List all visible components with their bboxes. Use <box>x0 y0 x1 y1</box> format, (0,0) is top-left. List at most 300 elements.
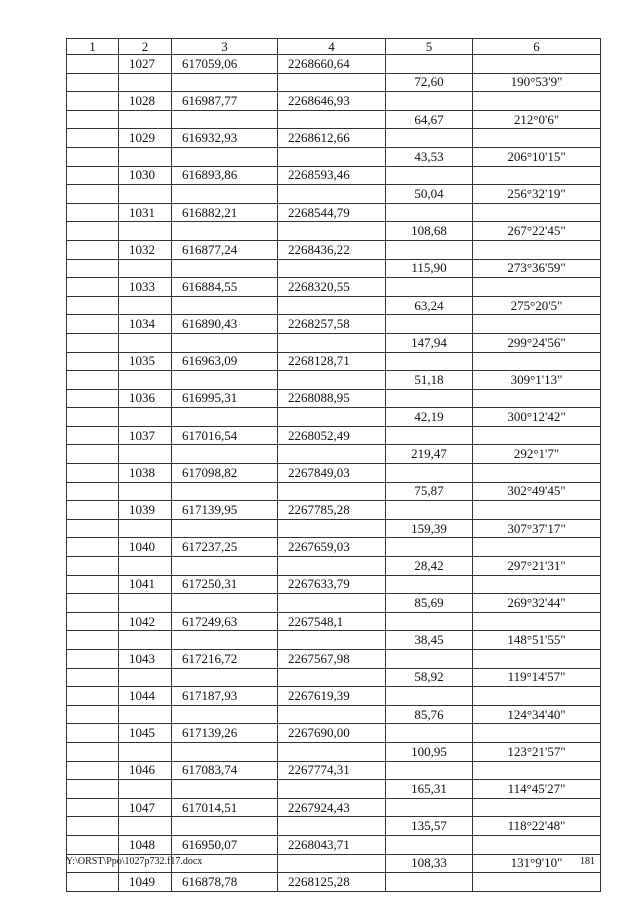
table-cell-col-3: 617098,82 <box>172 464 278 483</box>
table-cell-col-1 <box>67 278 119 297</box>
table-cell-col-4 <box>278 631 386 650</box>
table-cell-col-3: 617059,06 <box>172 55 278 74</box>
table-cell-col-3 <box>172 631 278 650</box>
table-cell-col-1 <box>67 333 119 352</box>
table-row <box>67 464 601 483</box>
footer-page-number: 181 <box>580 856 595 867</box>
table-cell-col-2 <box>119 742 172 761</box>
table-cell-col-1 <box>67 575 119 594</box>
table-cell-col-4: 2267774,31 <box>278 761 386 780</box>
table-cell-col-3: 616987,77 <box>172 92 278 111</box>
table-cell-col-1 <box>67 389 119 408</box>
table-cell-col-1 <box>67 315 119 334</box>
table-cell-col-5 <box>386 501 473 520</box>
table-cell-col-6: 267°22'45" <box>473 222 601 241</box>
table-row <box>67 259 601 278</box>
table-cell-col-2: 1046 <box>119 761 172 780</box>
table-row <box>67 166 601 185</box>
table-cell-col-5: 58,92 <box>386 668 473 687</box>
table-cell-col-4: 2268257,58 <box>278 315 386 334</box>
table-cell-col-2 <box>119 817 172 836</box>
table-cell-col-5: 108,33 <box>386 854 473 873</box>
table-cell-col-6 <box>473 240 601 259</box>
table-cell-col-5: 50,04 <box>386 185 473 204</box>
table-cell-col-4 <box>278 147 386 166</box>
table-cell-col-6: 114°45'27" <box>473 780 601 799</box>
table-row <box>67 612 601 631</box>
table-cell-col-6: 118°22'48" <box>473 817 601 836</box>
table-cell-col-4: 2268320,55 <box>278 278 386 297</box>
table-cell-col-5: 63,24 <box>386 296 473 315</box>
table-cell-col-2: 1048 <box>119 835 172 854</box>
table-cell-col-2: 1038 <box>119 464 172 483</box>
table-cell-col-5: 115,90 <box>386 259 473 278</box>
table-cell-col-5 <box>386 240 473 259</box>
table-cell-col-1 <box>67 222 119 241</box>
table-row <box>67 445 601 464</box>
table-cell-col-1 <box>67 482 119 501</box>
table-cell-col-6 <box>473 538 601 557</box>
table-cell-col-3 <box>172 222 278 241</box>
table-cell-col-6 <box>473 464 601 483</box>
table-cell-col-4 <box>278 482 386 501</box>
table-cell-col-6 <box>473 55 601 74</box>
table-cell-col-6 <box>473 798 601 817</box>
table-cell-col-3: 617237,25 <box>172 538 278 557</box>
table-cell-col-2: 1027 <box>119 55 172 74</box>
table-cell-col-4 <box>278 742 386 761</box>
table-cell-col-6 <box>473 278 601 297</box>
table-cell-col-1 <box>67 631 119 650</box>
table-cell-col-2: 1042 <box>119 612 172 631</box>
table-cell-col-6: 309°1'13" <box>473 371 601 390</box>
table-cell-col-3: 617250,31 <box>172 575 278 594</box>
table-cell-col-1 <box>67 166 119 185</box>
table-cell-col-2 <box>119 371 172 390</box>
table-cell-col-3 <box>172 147 278 166</box>
table-cell-col-6 <box>473 650 601 669</box>
table-cell-col-4: 2268612,66 <box>278 129 386 148</box>
table-cell-col-4 <box>278 705 386 724</box>
table-cell-col-5 <box>386 352 473 371</box>
table-cell-col-2: 1030 <box>119 166 172 185</box>
table-cell-col-3: 616884,55 <box>172 278 278 297</box>
table-cell-col-4 <box>278 854 386 873</box>
table-cell-col-5: 159,39 <box>386 519 473 538</box>
table-row <box>67 538 601 557</box>
table-cell-col-2 <box>119 296 172 315</box>
table-cell-col-4: 2267633,79 <box>278 575 386 594</box>
table-cell-col-6 <box>473 92 601 111</box>
table-cell-col-5: 43,53 <box>386 147 473 166</box>
table-cell-col-4: 2267690,00 <box>278 724 386 743</box>
table-cell-col-2 <box>119 705 172 724</box>
table-cell-col-5 <box>386 687 473 706</box>
table-cell-col-5: 51,18 <box>386 371 473 390</box>
table-cell-col-2 <box>119 408 172 427</box>
table-row <box>67 278 601 297</box>
table-cell-col-3: 617014,51 <box>172 798 278 817</box>
table-cell-col-5: 147,94 <box>386 333 473 352</box>
table-cell-col-1 <box>67 538 119 557</box>
table-cell-col-1 <box>67 110 119 129</box>
table-cell-col-2: 1031 <box>119 203 172 222</box>
table-cell-col-1 <box>67 835 119 854</box>
table-cell-col-4: 2267924,43 <box>278 798 386 817</box>
table-cell-col-3: 616878,78 <box>172 873 278 892</box>
table-cell-col-3 <box>172 594 278 613</box>
table-row <box>67 575 601 594</box>
table-cell-col-1 <box>67 650 119 669</box>
table-cell-col-3 <box>172 371 278 390</box>
table-row <box>67 110 601 129</box>
table-cell-col-5: 28,42 <box>386 557 473 576</box>
table-cell-col-5 <box>386 278 473 297</box>
table-cell-col-5: 85,69 <box>386 594 473 613</box>
table-cell-col-5 <box>386 315 473 334</box>
table-cell-col-4: 2268646,93 <box>278 92 386 111</box>
table-cell-col-2 <box>119 557 172 576</box>
table-cell-col-3 <box>172 110 278 129</box>
table-cell-col-6: 148°51'55" <box>473 631 601 650</box>
table-cell-col-1 <box>67 296 119 315</box>
table-cell-col-6: 269°32'44" <box>473 594 601 613</box>
table-cell-col-4: 2267849,03 <box>278 464 386 483</box>
table-cell-col-2: 1037 <box>119 426 172 445</box>
table-row <box>67 742 601 761</box>
table-cell-col-1 <box>67 724 119 743</box>
table-row <box>67 315 601 334</box>
table-cell-col-4: 2268128,71 <box>278 352 386 371</box>
table-cell-col-3: 617249,63 <box>172 612 278 631</box>
table-cell-col-2 <box>119 668 172 687</box>
table-cell-col-3: 617187,93 <box>172 687 278 706</box>
table-cell-col-6: 124°34'40" <box>473 705 601 724</box>
table-row <box>67 408 601 427</box>
table-cell-col-6: 131°9'10" <box>473 854 601 873</box>
table-cell-col-5 <box>386 575 473 594</box>
table-cell-col-4: 2268660,64 <box>278 55 386 74</box>
table-row <box>67 687 601 706</box>
table-cell-col-4: 2268088,95 <box>278 389 386 408</box>
table-cell-col-2 <box>119 222 172 241</box>
table-cell-col-3: 616950,07 <box>172 835 278 854</box>
table-cell-col-6: 212°0'6" <box>473 110 601 129</box>
table-cell-col-4 <box>278 185 386 204</box>
table-row <box>67 203 601 222</box>
table-cell-col-6: 256°32'19" <box>473 185 601 204</box>
table-cell-col-6 <box>473 873 601 892</box>
table-cell-col-5 <box>386 129 473 148</box>
table-cell-col-5: 135,57 <box>386 817 473 836</box>
table-cell-col-5 <box>386 798 473 817</box>
table-cell-col-3 <box>172 519 278 538</box>
table-cell-col-2 <box>119 631 172 650</box>
table-cell-col-2 <box>119 259 172 278</box>
table-cell-col-2: 1047 <box>119 798 172 817</box>
table-cell-col-1 <box>67 817 119 836</box>
table-cell-col-1 <box>67 240 119 259</box>
table-cell-col-4 <box>278 780 386 799</box>
coordinate-table <box>66 38 601 892</box>
table-cell-col-5 <box>386 426 473 445</box>
table-cell-col-1 <box>67 464 119 483</box>
table-cell-col-4: 2267619,39 <box>278 687 386 706</box>
table-cell-col-6 <box>473 835 601 854</box>
table-cell-col-1 <box>67 147 119 166</box>
table-cell-col-4 <box>278 333 386 352</box>
table-cell-col-1 <box>67 501 119 520</box>
table-cell-col-1 <box>67 519 119 538</box>
table-cell-col-5: 108,68 <box>386 222 473 241</box>
table-row <box>67 668 601 687</box>
table-row <box>67 519 601 538</box>
table-row <box>67 761 601 780</box>
table-cell-col-2 <box>119 519 172 538</box>
table-cell-col-6 <box>473 389 601 408</box>
table-cell-col-1 <box>67 259 119 278</box>
table-cell-col-4 <box>278 110 386 129</box>
table-cell-col-5: 85,76 <box>386 705 473 724</box>
table-cell-col-4 <box>278 296 386 315</box>
table-row <box>67 426 601 445</box>
table-cell-col-6: 275°20'5" <box>473 296 601 315</box>
table-cell-col-6 <box>473 129 601 148</box>
table-cell-col-4: 2267567,98 <box>278 650 386 669</box>
table-cell-col-6 <box>473 575 601 594</box>
table-cell-col-1 <box>67 55 119 74</box>
table-cell-col-2 <box>119 110 172 129</box>
coordinate-table-container <box>66 38 600 892</box>
table-row <box>67 296 601 315</box>
table-cell-col-4: 2268544,79 <box>278 203 386 222</box>
table-cell-col-6: 206°10'15" <box>473 147 601 166</box>
table-cell-col-6 <box>473 761 601 780</box>
table-row <box>67 817 601 836</box>
table-cell-col-3 <box>172 333 278 352</box>
table-cell-col-3 <box>172 817 278 836</box>
table-cell-col-3: 616882,21 <box>172 203 278 222</box>
table-cell-col-5 <box>386 761 473 780</box>
table-cell-col-5 <box>386 650 473 669</box>
table-cell-col-1 <box>67 873 119 892</box>
table-cell-col-1 <box>67 705 119 724</box>
table-cell-col-1 <box>67 129 119 148</box>
table-cell-col-4: 2268052,49 <box>278 426 386 445</box>
table-cell-col-4 <box>278 817 386 836</box>
table-cell-col-6: 302°49'45" <box>473 482 601 501</box>
table-cell-col-6: 307°37'17" <box>473 519 601 538</box>
table-cell-col-1 <box>67 668 119 687</box>
table-cell-col-3: 617083,74 <box>172 761 278 780</box>
table-cell-col-6: 190°53'9" <box>473 73 601 92</box>
table-cell-col-6 <box>473 315 601 334</box>
table-row <box>67 333 601 352</box>
table-cell-col-4 <box>278 557 386 576</box>
table-cell-col-3: 616932,93 <box>172 129 278 148</box>
table-row <box>67 482 601 501</box>
table-cell-col-2: 1034 <box>119 315 172 334</box>
table-cell-col-6: 299°24'56" <box>473 333 601 352</box>
table-cell-col-6 <box>473 687 601 706</box>
column-header-6: 6 <box>473 39 601 55</box>
table-cell-col-1 <box>67 742 119 761</box>
table-cell-col-2 <box>119 73 172 92</box>
table-cell-col-5 <box>386 464 473 483</box>
table-cell-col-2: 1049 <box>119 873 172 892</box>
table-cell-col-4: 2267659,03 <box>278 538 386 557</box>
table-cell-col-3: 617016,54 <box>172 426 278 445</box>
table-cell-col-6 <box>473 612 601 631</box>
table-cell-col-6 <box>473 426 601 445</box>
table-row <box>67 594 601 613</box>
table-cell-col-3 <box>172 185 278 204</box>
column-header-1: 1 <box>67 39 119 55</box>
table-row <box>67 650 601 669</box>
table-cell-col-2 <box>119 445 172 464</box>
table-cell-col-6: 297°21'31" <box>473 557 601 576</box>
table-cell-col-2: 1045 <box>119 724 172 743</box>
table-cell-col-3 <box>172 482 278 501</box>
column-header-3: 3 <box>172 39 278 55</box>
table-cell-col-6: 292°1'7" <box>473 445 601 464</box>
table-cell-col-3 <box>172 780 278 799</box>
table-cell-col-2: 1043 <box>119 650 172 669</box>
table-cell-col-1 <box>67 687 119 706</box>
table-cell-col-3 <box>172 259 278 278</box>
table-cell-col-6 <box>473 724 601 743</box>
table-body <box>67 55 601 892</box>
table-row <box>67 724 601 743</box>
table-cell-col-1 <box>67 798 119 817</box>
table-cell-col-3: 617139,95 <box>172 501 278 520</box>
table-cell-col-2 <box>119 185 172 204</box>
table-cell-col-5: 165,31 <box>386 780 473 799</box>
table-cell-col-1 <box>67 408 119 427</box>
table-cell-col-2: 1044 <box>119 687 172 706</box>
table-cell-col-1 <box>67 761 119 780</box>
table-cell-col-6 <box>473 501 601 520</box>
table-row <box>67 240 601 259</box>
column-header-4: 4 <box>278 39 386 55</box>
table-cell-col-5: 219,47 <box>386 445 473 464</box>
table-cell-col-3: 616963,09 <box>172 352 278 371</box>
table-row <box>67 92 601 111</box>
table-cell-col-1 <box>67 445 119 464</box>
table-cell-col-3: 617216,72 <box>172 650 278 669</box>
table-row <box>67 222 601 241</box>
table-cell-col-4 <box>278 594 386 613</box>
table-cell-col-2: 1035 <box>119 352 172 371</box>
table-cell-col-4: 2267785,28 <box>278 501 386 520</box>
table-cell-col-3 <box>172 742 278 761</box>
table-cell-col-5 <box>386 92 473 111</box>
table-cell-col-2: 1033 <box>119 278 172 297</box>
table-cell-col-5: 42,19 <box>386 408 473 427</box>
table-cell-col-5: 38,45 <box>386 631 473 650</box>
table-cell-col-1 <box>67 92 119 111</box>
table-cell-col-3: 616995,31 <box>172 389 278 408</box>
table-row <box>67 873 601 892</box>
table-cell-col-5 <box>386 203 473 222</box>
table-cell-col-3 <box>172 668 278 687</box>
table-cell-col-1 <box>67 185 119 204</box>
table-cell-col-1 <box>67 780 119 799</box>
table-cell-col-5 <box>386 538 473 557</box>
table-cell-col-3 <box>172 557 278 576</box>
table-cell-col-6 <box>473 203 601 222</box>
table-row <box>67 631 601 650</box>
table-cell-col-3: 616890,43 <box>172 315 278 334</box>
table-row <box>67 557 601 576</box>
table-cell-col-6: 273°36'59" <box>473 259 601 278</box>
table-cell-col-2 <box>119 147 172 166</box>
table-row <box>67 389 601 408</box>
table-row <box>67 55 601 74</box>
column-header-2: 2 <box>119 39 172 55</box>
table-cell-col-3 <box>172 296 278 315</box>
table-cell-col-4: 2268043,71 <box>278 835 386 854</box>
table-row <box>67 352 601 371</box>
table-cell-col-2 <box>119 594 172 613</box>
table-cell-col-5 <box>386 835 473 854</box>
table-row <box>67 129 601 148</box>
table-cell-col-4: 2268593,46 <box>278 166 386 185</box>
table-row <box>67 185 601 204</box>
table-cell-col-1 <box>67 426 119 445</box>
table-row <box>67 798 601 817</box>
table-cell-col-3 <box>172 408 278 427</box>
table-cell-col-2: 1040 <box>119 538 172 557</box>
table-cell-col-5 <box>386 166 473 185</box>
table-cell-col-1 <box>67 203 119 222</box>
table-cell-col-5 <box>386 873 473 892</box>
table-cell-col-2: 1029 <box>119 129 172 148</box>
table-cell-col-2 <box>119 780 172 799</box>
table-cell-col-6: 119°14'57" <box>473 668 601 687</box>
footer-file-path: Y:\ORST\Ppo\1027p732.f17.docx <box>66 856 203 867</box>
table-cell-col-5 <box>386 55 473 74</box>
table-cell-col-1 <box>67 73 119 92</box>
table-cell-col-5 <box>386 724 473 743</box>
table-cell-col-4 <box>278 73 386 92</box>
table-cell-col-2: 1039 <box>119 501 172 520</box>
table-cell-col-3 <box>172 445 278 464</box>
table-cell-col-3: 616893,86 <box>172 166 278 185</box>
table-cell-col-5 <box>386 612 473 631</box>
table-cell-col-2 <box>119 482 172 501</box>
column-header-5: 5 <box>386 39 473 55</box>
table-row <box>67 501 601 520</box>
table-cell-col-4: 2268436,22 <box>278 240 386 259</box>
table-cell-col-4 <box>278 371 386 390</box>
table-cell-col-6 <box>473 352 601 371</box>
table-cell-col-1 <box>67 352 119 371</box>
table-cell-col-5: 72,60 <box>386 73 473 92</box>
table-row <box>67 147 601 166</box>
table-cell-col-4 <box>278 222 386 241</box>
table-row <box>67 371 601 390</box>
table-cell-col-2: 1036 <box>119 389 172 408</box>
table-cell-col-3 <box>172 705 278 724</box>
table-cell-col-2 <box>119 333 172 352</box>
table-cell-col-6: 300°12'42" <box>473 408 601 427</box>
table-cell-col-3: 617139,26 <box>172 724 278 743</box>
table-cell-col-1 <box>67 557 119 576</box>
table-cell-col-4: 2267548,1 <box>278 612 386 631</box>
table-cell-col-4 <box>278 519 386 538</box>
table-row <box>67 780 601 799</box>
